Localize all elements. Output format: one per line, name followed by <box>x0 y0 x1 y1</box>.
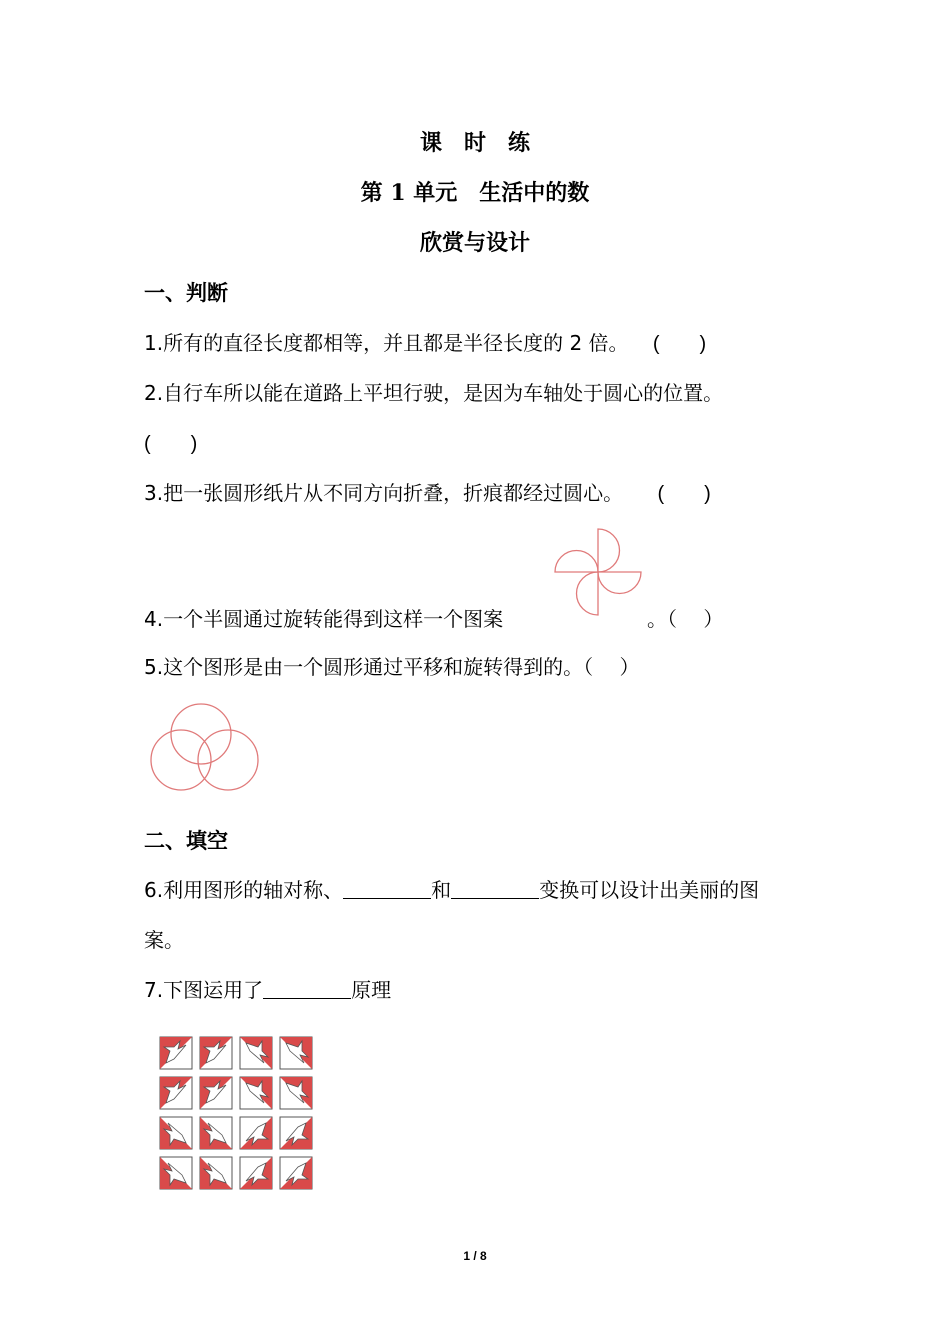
pattern-tile <box>280 1157 312 1189</box>
pattern-tile <box>280 1117 312 1149</box>
unit-title: 第 1 单元 生活中的数 <box>360 180 590 206</box>
question-3-paren: ( ) <box>657 483 711 505</box>
question-6-text-d: 案。 <box>144 928 184 952</box>
question-6-text-b: 和 <box>431 878 452 902</box>
question-4-tail: 。（ ） <box>647 607 724 631</box>
pattern-tile <box>240 1037 272 1069</box>
pattern-tile <box>240 1117 272 1149</box>
pattern-tile <box>160 1077 192 1109</box>
pattern-tile <box>160 1037 192 1069</box>
page-title: 课 时 练 <box>419 130 530 156</box>
question-2-text: 2.自行车所以能在道路上平坦行驶，是因为车轴处于圆心的位置。 <box>144 381 724 405</box>
pattern-tile <box>200 1117 232 1149</box>
question-1-text: 1.所有的直径长度都相等，并且都是半径长度的 2 倍。 <box>144 331 629 355</box>
pinwheel-figure <box>553 527 643 617</box>
pattern-tile <box>280 1077 312 1109</box>
question-7-text-b: 原理 <box>351 978 392 1002</box>
question-2-paren: ( ) <box>144 433 198 455</box>
pattern-tile <box>200 1037 232 1069</box>
tile-pattern-figure <box>160 1037 312 1189</box>
pattern-tile <box>200 1077 232 1109</box>
question-7 <box>144 974 391 1003</box>
question-6-text-a: 6.利用图形的轴对称、 <box>144 878 344 902</box>
question-7-text-a: 7.下图运用了 <box>144 978 264 1002</box>
question-6-blank-2[interactable] <box>451 878 539 899</box>
three-circles-figure <box>148 700 263 795</box>
question-1-paren: ( ) <box>652 333 707 355</box>
question-1 <box>144 327 706 356</box>
page-number: 1 / 8 <box>463 1249 487 1263</box>
question-5-text: 5.这个图形是由一个圆形通过平移和旋转得到的。（ ） <box>144 655 640 679</box>
question-7-blank[interactable] <box>263 978 351 999</box>
section-heading-fill: 二、填空 <box>144 828 228 853</box>
pattern-tile <box>280 1037 312 1069</box>
question-3 <box>144 477 711 506</box>
question-6-blank-1[interactable] <box>343 878 431 899</box>
pattern-tile <box>160 1157 192 1189</box>
question-3-text: 3.把一张圆形纸片从不同方向折叠，折痕都经过圆心。 <box>144 481 624 505</box>
pattern-tile <box>240 1077 272 1109</box>
question-4-text: 4.一个半圆通过旋转能得到这样一个图案 <box>144 607 504 631</box>
question-6-text-c: 变换可以设计出美丽的图 <box>539 878 760 902</box>
question-6-line1 <box>144 874 759 903</box>
section-heading-judge: 一、判断 <box>144 280 228 305</box>
pattern-tile <box>240 1157 272 1189</box>
pattern-tile <box>160 1117 192 1149</box>
lesson-title: 欣赏与设计 <box>419 230 530 256</box>
pattern-tile <box>200 1157 232 1189</box>
